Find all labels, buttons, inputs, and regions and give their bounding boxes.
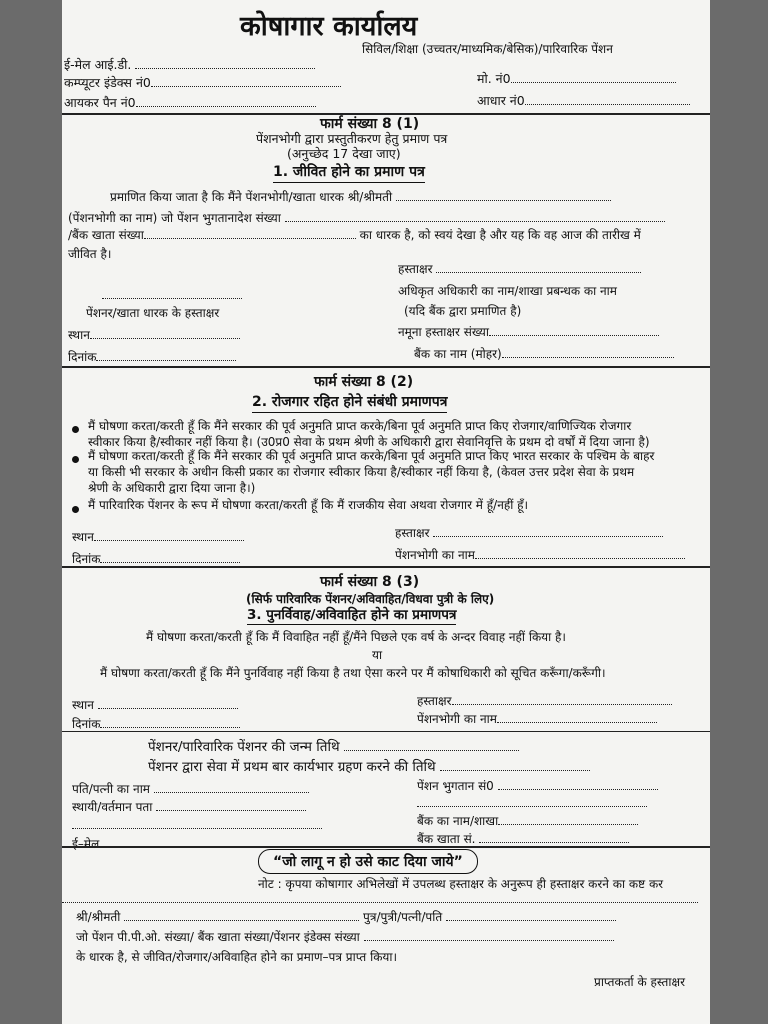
form2-declaration-1: मैं घोषणा करता/करती हूँ कि मैंने सरकार की पूर्व अनुमति प्राप्त करके/बिना पूर्व अनुमति प्राप्त किए रोजगार/वाणिज्यिक रोजगार स्वीकार किया है/स्वीकार नहीं किया है। (उ0प्र0 सेवा के प्रथम श्रेणी के अधिकारी द्वारा सेवानिवृत्ति के प्रथम दो वर्षों में दिया जाना है) (88, 419, 650, 449)
form2-signature-field[interactable]: हस्ताक्षर (395, 524, 663, 541)
form3-declaration-1: मैं घोषणा करता/करती हूँ कि मैं विवाहित नहीं हूँ/मैंने पिछले एक वर्ष के अन्दर विवाह नहीं किया है। (146, 630, 566, 644)
divider (62, 366, 710, 368)
form3-or: या (372, 648, 383, 662)
dob-field[interactable]: पेंशनर/पारिवारिक पेंशनर की जन्म तिथि (148, 737, 519, 755)
aadhar-field[interactable] (477, 92, 690, 109)
receipt-statement: के धारक है, से जीवित/रोजगार/अविवाहित होने का प्रमाण–पत्र प्राप्त किया। (76, 950, 398, 964)
bank-account-field[interactable]: बैंक खाता सं. (417, 830, 629, 847)
joining-date-field[interactable]: पेंशनर द्वारा सेवा में प्रथम बार कार्यभार ग्रहण करने की तिथि (148, 757, 590, 775)
form1-number: फार्म संख्या 8 (1) (320, 116, 420, 132)
sample-signature-field[interactable]: नमूना हस्ताक्षर संख्या (398, 323, 659, 340)
form1-line4: जीवित है। (68, 247, 112, 261)
ppo-number-field[interactable]: पेंशन भुगतान सं0 (417, 777, 658, 794)
officer-name-label: अधिकृत अधिकारी का नाम/शाखा प्रबन्धक का नाम (398, 284, 617, 298)
form1-heading: पेंशनभोगी द्वारा प्रस्तुतीकरण हेतु प्रमाण पत्र (256, 131, 448, 146)
pan-label: आयकर पैन नं0 (64, 95, 136, 110)
form2-declaration-2: मैं घोषणा करता/करती हूँ कि मैंने सरकार की पूर्व अनुमति प्राप्त करके/बिना पूर्व अनुमति प्राप्त किए भारत सरकार के पश्चिम के बाहर या किसी भी सरकार के अधीन किसी प्रकार का रोजगार स्वीकार किया है/स्वीकार नहीं किया है, (केवल उत्तर प्रदेश सेवा के प्रथम श्रेणी के अधिकारी द्वारा दिया जाना है।) (88, 449, 655, 495)
form1-line2: (पेंशनभोगी का नाम) जो पेंशन भुगतानादेश संख्या (68, 209, 665, 226)
mobile-field[interactable] (477, 70, 676, 87)
bullet-icon (72, 506, 79, 513)
form2-title: 2. रोजगार रहित होने संबंधी प्रमाणपत्र (252, 392, 447, 413)
signature-note: नोट : कृपया कोषागार अभिलेखों में उपलब्ध हस्ताक्षर के अनुरूप ही हस्ताक्षर करने का कष्ट कर (258, 877, 664, 891)
details-email-field[interactable]: ई–मेल (72, 835, 323, 852)
form1-title: 1. जीवित होने का प्रमाण पत्र (273, 162, 425, 183)
form1-line1: प्रमाणित किया जाता है कि मैंने पेंशनभोगी/खाता धारक श्री/श्रीमती (110, 188, 611, 205)
bank-name-field[interactable]: बैंक का नाम (मोहर) (414, 345, 674, 362)
form2-pensioner-name-field[interactable]: पेंशनभोगी का नाम (395, 546, 685, 563)
address-field[interactable]: स्थायी/वर्तमान पता (72, 798, 306, 815)
form2-place-field[interactable]: स्थान (72, 528, 244, 545)
address-blank-left[interactable] (72, 818, 322, 832)
mobile-label: मो. नं0 (477, 71, 511, 86)
aadhar-label: आधार नं0 (477, 93, 525, 108)
form2-date-field[interactable]: दिनांक (72, 550, 240, 567)
form3-signature-field[interactable]: हस्ताक्षर (417, 692, 672, 709)
form3-date-field[interactable]: दिनांक (72, 715, 240, 732)
computer-index-field[interactable] (64, 74, 341, 91)
form1-place-field[interactable]: स्थान (68, 326, 240, 343)
spouse-name-field[interactable]: पति/पत्नी का नाम (72, 780, 309, 797)
officer-note: (यदि बैंक द्वारा प्रमाणित है) (404, 304, 522, 318)
address-blank-right[interactable] (417, 796, 647, 810)
form2-number: फार्म संख्या 8 (2) (314, 374, 414, 390)
pan-field[interactable] (64, 94, 316, 111)
strike-instruction: “जो लागू न हो उसे काट दिया जाये” (258, 849, 478, 874)
divider (62, 846, 710, 848)
form3-pensioner-name-field[interactable]: पेंशनभोगी का नाम (417, 710, 657, 727)
note-blank-line[interactable] (62, 888, 698, 907)
form1-signature-field[interactable]: हस्ताक्षर (398, 260, 641, 277)
receiver-signature-label: प्राप्तकर्ता के हस्ताक्षर (594, 975, 685, 989)
divider (62, 566, 710, 568)
form-page (62, 0, 710, 1024)
receipt-ppo-field[interactable]: जो पेंशन पी.पी.ओ. संख्या/ बैंक खाता संख्या/पेंशनर इंडेक्स संख्या (76, 928, 614, 945)
bullet-icon (72, 426, 79, 433)
form1-date-field[interactable]: दिनांक (68, 348, 236, 365)
email-id-label: ई-मेल आई.डी. (64, 57, 132, 72)
pensioner-signature-label: पेंशनर/खाता धारक के हस्ताक्षर (86, 306, 220, 320)
form3-declaration-2: मैं घोषणा करता/करती हूँ कि मैंने पुनर्विवाह नहीं किया है तथा ऐसा करने पर मैं कोषाधिकारी को सूचित करूँगा/करूँगी। (100, 666, 606, 680)
pensioner-signature-blank[interactable] (102, 288, 242, 302)
office-title: कोषागार कार्यालय (240, 11, 418, 42)
form1-line3: /बैंक खाता संख्या का धारक है, को स्वयं देखा है और यह कि वह आज की तारीख में (68, 228, 641, 242)
form3-subtitle: (सिर्फ पारिवारिक पेंशनर/अविवाहित/विधवा पुत्री के लिए) (246, 592, 495, 606)
office-subtitle: सिविल/शिक्षा (उच्चतर/माध्यमिक/बेसिक)/पारिवारिक पेंशन (362, 42, 613, 56)
form3-place-field[interactable]: स्थान (72, 696, 238, 713)
email-id-field[interactable] (64, 56, 315, 73)
receipt-name-field[interactable]: श्री/श्रीमती पुत्र/पुत्री/पत्नी/पति (76, 908, 616, 925)
form3-number: फार्म संख्या 8 (3) (320, 574, 420, 590)
divider (62, 731, 710, 732)
form1-reference: (अनुच्छेद 17 देखा जाए) (287, 146, 401, 161)
computer-index-label: कम्प्यूटर इंडेक्स नं0 (64, 75, 151, 90)
bullet-icon (72, 456, 79, 463)
form2-declaration-3: मैं पारिवारिक पेंशनर के रूप में घोषणा करता/करती हूँ कि मैं राजकीय सेवा अथवा रोजगार में हूँ/नहीं हूँ। (88, 498, 529, 512)
bank-branch-field[interactable]: बैंक का नाम/शाखा (417, 812, 638, 829)
form3-title: 3. पुनर्विवाह/अविवाहित होने का प्रमाणपत्र (247, 607, 457, 623)
